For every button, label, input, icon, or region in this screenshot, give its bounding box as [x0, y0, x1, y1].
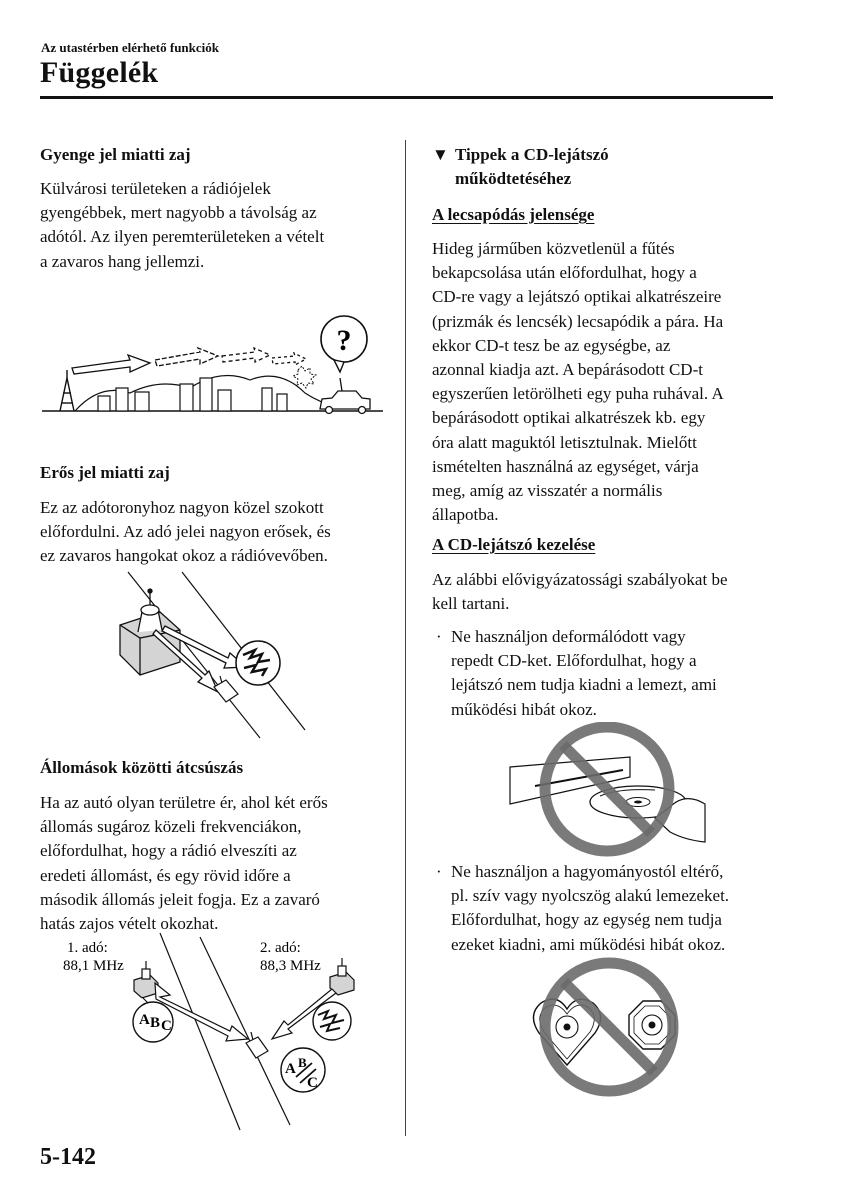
- abc-letter-c: C: [161, 1018, 172, 1034]
- transmitter-1-icon: [134, 961, 158, 998]
- weak-line-4: a zavaros hang jellemzi.: [40, 251, 205, 271]
- bullet2-line: Előfordulhat, hogy az egység nem tudja: [451, 910, 722, 930]
- bullet1-line: Ne használjon deformálódott vagy: [451, 627, 686, 646]
- transmitter-2-icon: [330, 958, 354, 995]
- tips-heading: [455, 145, 609, 189]
- car-icon: [214, 676, 238, 702]
- strong-line-1: Ez az adótoronyhoz nagyon közel szokott: [40, 498, 324, 517]
- strong-signal-illustration: [110, 570, 310, 740]
- condensation-line: óra alatt maguktól letisztulnak. Mielőtt: [432, 432, 697, 452]
- handling-heading: A CD-lejátszó kezelése: [432, 535, 596, 554]
- noise-bubble-icon: [313, 1002, 351, 1040]
- condensation-line: azonnal kiadja azt. A bepárásodott CD-t: [432, 360, 703, 380]
- crossover-heading: Állomások közötti átcsúszás: [40, 758, 244, 777]
- crossover-text: [40, 791, 328, 936]
- weak-line-2: gyengébbek, mert nagyobb a távolság az: [40, 203, 317, 223]
- tips-heading-line-2: működtetéséhez: [455, 169, 572, 188]
- station1-frequency: 88,1 MHz: [63, 958, 124, 974]
- abc-letter-a: A: [285, 1061, 296, 1077]
- condensation-line: egyszerűen letörölheti egy puha ruhával. A: [432, 384, 724, 404]
- bullet1-line: működési hibát okoz.: [451, 699, 597, 719]
- crossover-line-2: állomás sugároz közeli frekvenciákon,: [40, 817, 302, 837]
- condensation-line: bepárásodott optikai alkatrészek kb. egy: [432, 408, 706, 428]
- abc-distorted-bubble-icon: [281, 1048, 325, 1092]
- handling-intro: [432, 568, 728, 616]
- strong-signal-heading: Erős jel miatti zaj: [40, 463, 170, 482]
- condensation-line: meg, amíg az visszatér a normális: [432, 481, 663, 501]
- bullet1-line: lejátszó nem tudja kiadni a lemezt, ami: [451, 675, 717, 695]
- crossover-line-4: eredeti állomást, és egy rövid időre a: [40, 865, 291, 885]
- abc-letter-b: B: [298, 1055, 307, 1070]
- condensation-heading: A lecsapódás jelensége: [432, 205, 595, 224]
- radio-tower-icon: [60, 370, 74, 411]
- bullet-deformed-cd: [436, 625, 717, 722]
- crossover-line-1: Ha az autó olyan területre ér, ahol két erős: [40, 793, 328, 812]
- condensation-line: ismételten használná az egységet, várja: [432, 456, 699, 476]
- condensation-text: [432, 237, 724, 527]
- condensation-line: bekapcsolása után előfordulhat, hogy a: [432, 263, 697, 283]
- question-mark: ?: [336, 324, 352, 357]
- handling-intro-line-2: kell tartani.: [432, 594, 510, 614]
- weak-signal-heading: Gyenge jel miatti zaj: [40, 145, 191, 164]
- column-divider: [405, 140, 406, 1136]
- abc-letter-a: A: [139, 1012, 150, 1028]
- condensation-line: Hideg járműben közvetlenül a fűtés: [432, 239, 675, 258]
- no-shaped-cd-illustration: [525, 955, 695, 1100]
- page-number: 5-142: [40, 1144, 96, 1170]
- weak-line-3: adótól. Az ilyen peremterületeken a vételt: [40, 227, 325, 247]
- crossover-line-6: hatás zajos vételt okozhat.: [40, 914, 219, 934]
- section-label: Az utastérben elérhető funkciók: [41, 40, 220, 55]
- crossover-line-3: előfordulhat, hogy a rádió elveszíti az: [40, 841, 297, 861]
- no-deformed-cd-illustration: [505, 722, 710, 857]
- strong-signal-text: [40, 496, 331, 569]
- tips-marker: ▼: [432, 145, 449, 164]
- station2-frequency: 88,3 MHz: [260, 958, 321, 974]
- station1-name: 1. adó:: [67, 940, 108, 956]
- bullet-shaped-cd: [436, 860, 730, 957]
- bullet-dot: ·: [436, 627, 442, 646]
- title-divider: [40, 96, 773, 99]
- bullet2-line: Ne használjon a hagyományostól eltérő,: [451, 862, 724, 881]
- condensation-line: állapotba.: [432, 505, 499, 525]
- bullet2-line: ezeket kiadni, ami működési hibát okoz.: [451, 934, 726, 954]
- page-title: Függelék: [40, 56, 159, 89]
- noise-bubble-icon: [236, 641, 280, 685]
- weak-line-1: Külvárosi területeken a rádiójelek: [40, 179, 271, 198]
- condensation-line: (prizmák és lencsék) lecsapódik a pára. Ha: [432, 311, 724, 331]
- handling-intro-line-1: Az alábbi elővigyázatossági szabályokat be: [432, 570, 728, 589]
- tips-heading-line-1: Tippek a CD-lejátszó: [455, 145, 609, 164]
- strong-line-2: előfordulni. Az adó jelei nagyon erősek, és: [40, 522, 331, 542]
- crossover-line-5: második állomás jeleit fogja. Ez a zavaró: [40, 889, 320, 909]
- car-icon: [320, 378, 370, 414]
- condensation-line: ekkor CD-t tesz be az egységbe, az: [432, 335, 671, 355]
- bullet2-line: pl. szív vagy nyolcszög alakú lemezeket.: [451, 886, 730, 906]
- abc-letter-c: C: [307, 1075, 318, 1091]
- crossover-illustration: [60, 925, 400, 1135]
- station2-name: 2. adó:: [260, 940, 301, 956]
- bullet-dot: ·: [436, 862, 442, 881]
- weak-signal-illustration: [40, 308, 385, 418]
- car-icon: [246, 1032, 268, 1058]
- condensation-line: CD-re vagy a lejátszó optikai alkatrészeire: [432, 287, 722, 307]
- weak-signal-text: [40, 177, 324, 274]
- question-bubble-icon: [321, 316, 367, 372]
- bullet1-line: repedt CD-ket. Előfordulhat, hogy a: [451, 651, 697, 671]
- abc-letter-b: B: [150, 1015, 161, 1031]
- strong-line-3: ez zavaros hangokat okoz a rádióvevőben.: [40, 546, 328, 566]
